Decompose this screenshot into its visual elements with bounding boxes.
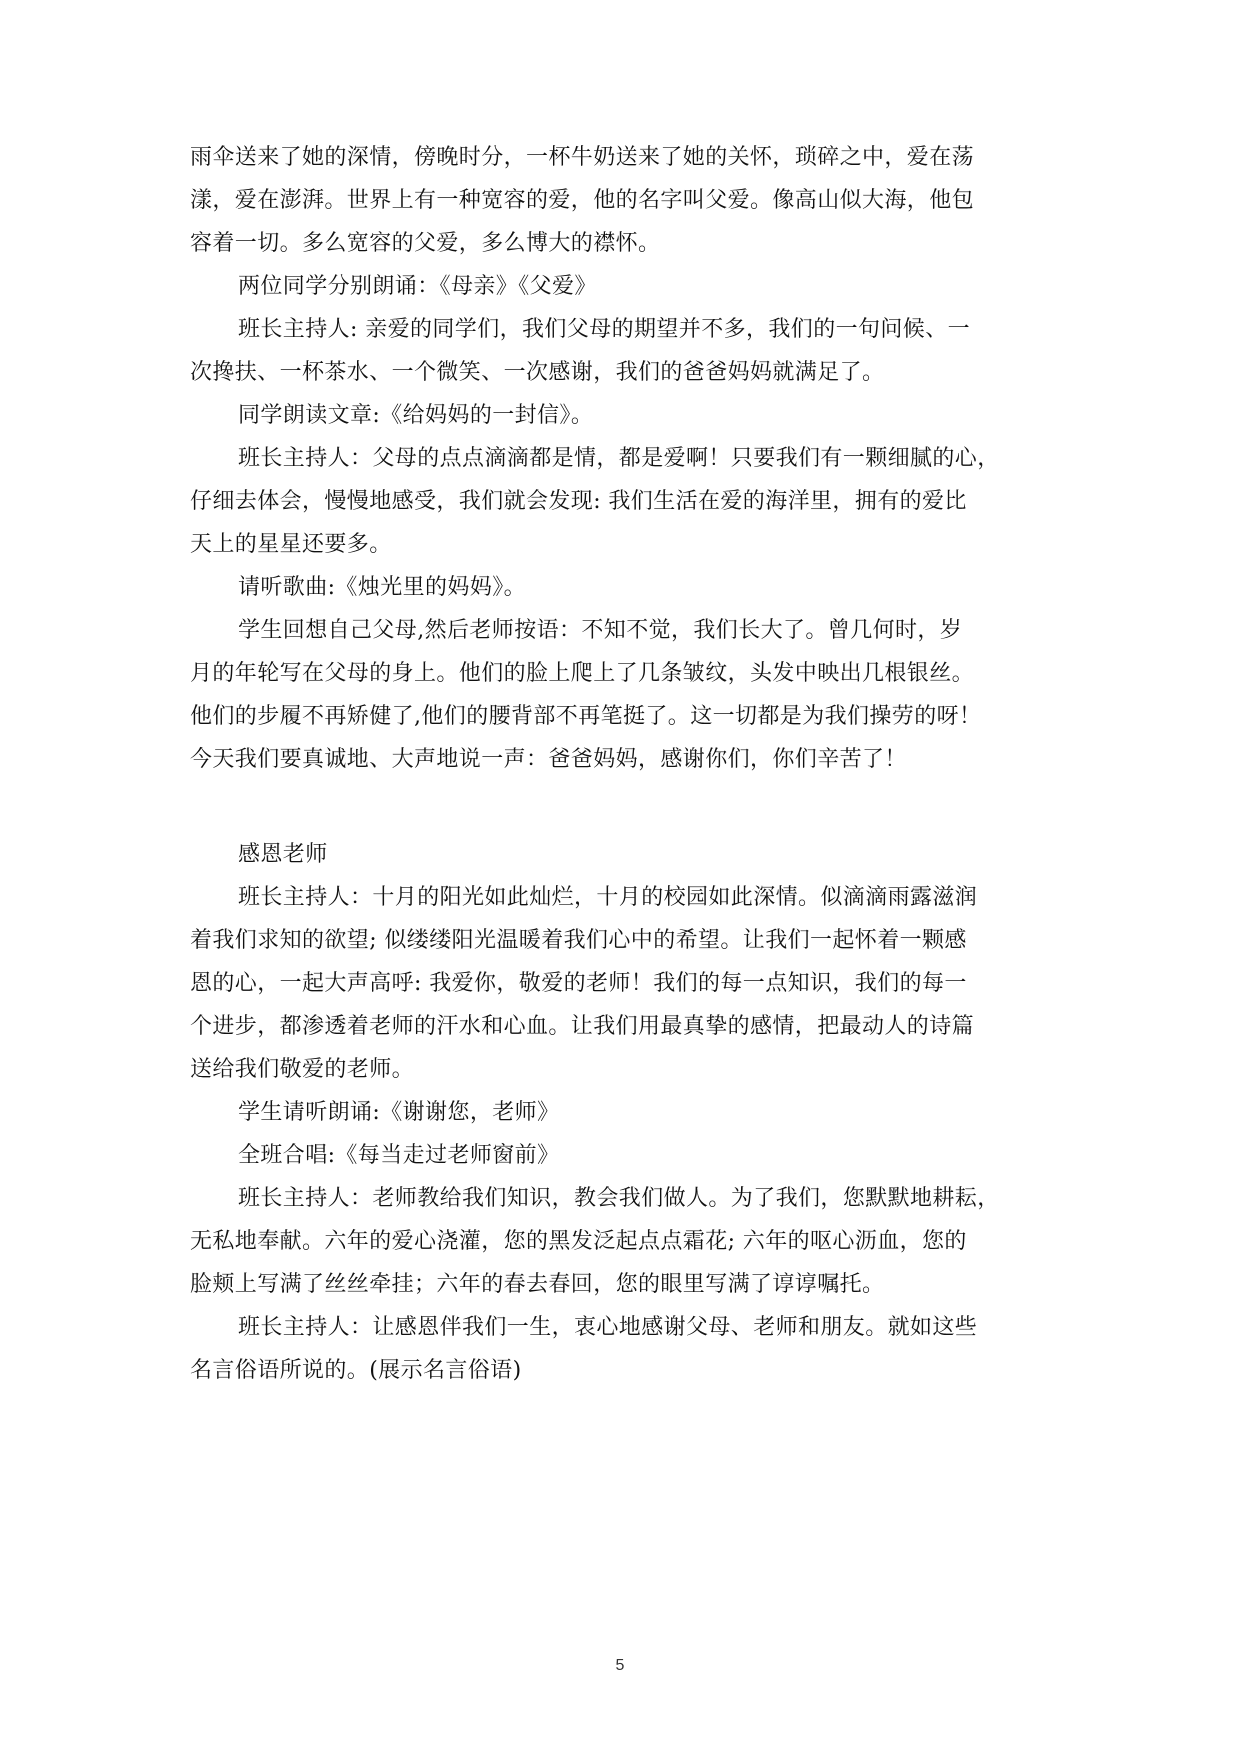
paragraph-line: 学生回想自己父母,然后老师按语：不知不觉，我们长大了。曾几何时，岁 <box>238 618 963 643</box>
section-heading: 感恩老师 <box>238 842 328 867</box>
paragraph-line: 他们的步履不再矫健了,他们的腰背部不再笔挺了。这一切都是为我们操劳的呀！ <box>190 704 982 729</box>
paragraph-line: 无私地奉献。六年的爱心浇灌，您的黑发泛起点点霜花; 六年的呕心沥血，您的 <box>190 1229 967 1254</box>
paragraph-line: 班长主持人：老师教给我们知识，教会我们做人。为了我们，您默默地耕耘， <box>238 1186 1000 1211</box>
paragraph-line: 今天我们要真诚地、大声地说一声：爸爸妈妈，感谢你们，你们辛苦了！ <box>190 747 907 772</box>
paragraph-line: 次搀扶、一杯茶水、一个微笑、一次感谢，我们的爸爸妈妈就满足了。 <box>190 360 885 385</box>
paragraph-line: 恩的心，一起大声高呼: 我爱你，敬爱的老师！我们的每一点知识，我们的每一 <box>190 971 967 996</box>
paragraph-line: 个进步，都渗透着老师的汗水和心血。让我们用最真挚的感情，把最动人的诗篇 <box>190 1014 975 1039</box>
paragraph-line: 学生请听朗诵:《谢谢您，老师》 <box>238 1100 560 1125</box>
paragraph-line: 脸颊上写满了丝丝牵挂；六年的春去春回，您的眼里写满了谆谆嘱托。 <box>190 1272 885 1297</box>
paragraph-line: 班长主持人：父母的点点滴滴都是情，都是爱啊！只要我们有一颗细腻的心， <box>238 446 1000 471</box>
paragraph-line: 送给我们敬爱的老师。 <box>190 1057 415 1082</box>
paragraph-line: 班长主持人: 亲爱的同学们，我们父母的期望并不多，我们的一句问候、一 <box>238 317 971 342</box>
page-number: 5 <box>615 1657 625 1674</box>
paragraph-line: 着我们求知的欲望; 似缕缕阳光温暖着我们心中的希望。让我们一起怀着一颗感 <box>190 928 967 953</box>
paragraph-line: 容着一切。多么宽容的父爱，多么博大的襟怀。 <box>190 231 661 256</box>
paragraph-line: 雨伞送来了她的深情，傍晚时分，一杯牛奶送来了她的关怀，琐碎之中，爱在荡 <box>190 145 975 170</box>
paragraph-line: 两位同学分别朗诵：《母亲》《父爱》 <box>238 274 597 299</box>
paragraph-line: 班长主持人：十月的阳光如此灿烂，十月的校园如此深情。似滴滴雨露滋润 <box>238 885 978 910</box>
paragraph-line: 名言俗语所说的。(展示名言俗语) <box>190 1358 522 1383</box>
paragraph-line: 月的年轮写在父母的身上。他们的脸上爬上了几条皱纹，头发中映出几根银丝。 <box>190 661 975 686</box>
paragraph-line: 漾，爱在澎湃。世界上有一种宽容的爱，他的名字叫父爱。像高山似大海，他包 <box>190 188 975 213</box>
paragraph-line: 仔细去体会，慢慢地感受，我们就会发现: 我们生活在爱的海洋里，拥有的爱比 <box>190 489 967 514</box>
paragraph-line: 天上的星星还要多。 <box>190 532 392 557</box>
paragraph-line: 全班合唱:《每当走过老师窗前》 <box>238 1143 560 1168</box>
paragraph-line: 请听歌曲:《烛光里的妈妈》。 <box>238 575 527 600</box>
paragraph-line: 同学朗读文章:《给妈妈的一封信》。 <box>238 403 594 428</box>
paragraph-line: 班长主持人：让感恩伴我们一生，衷心地感谢父母、老师和朋友。就如这些 <box>238 1315 978 1340</box>
